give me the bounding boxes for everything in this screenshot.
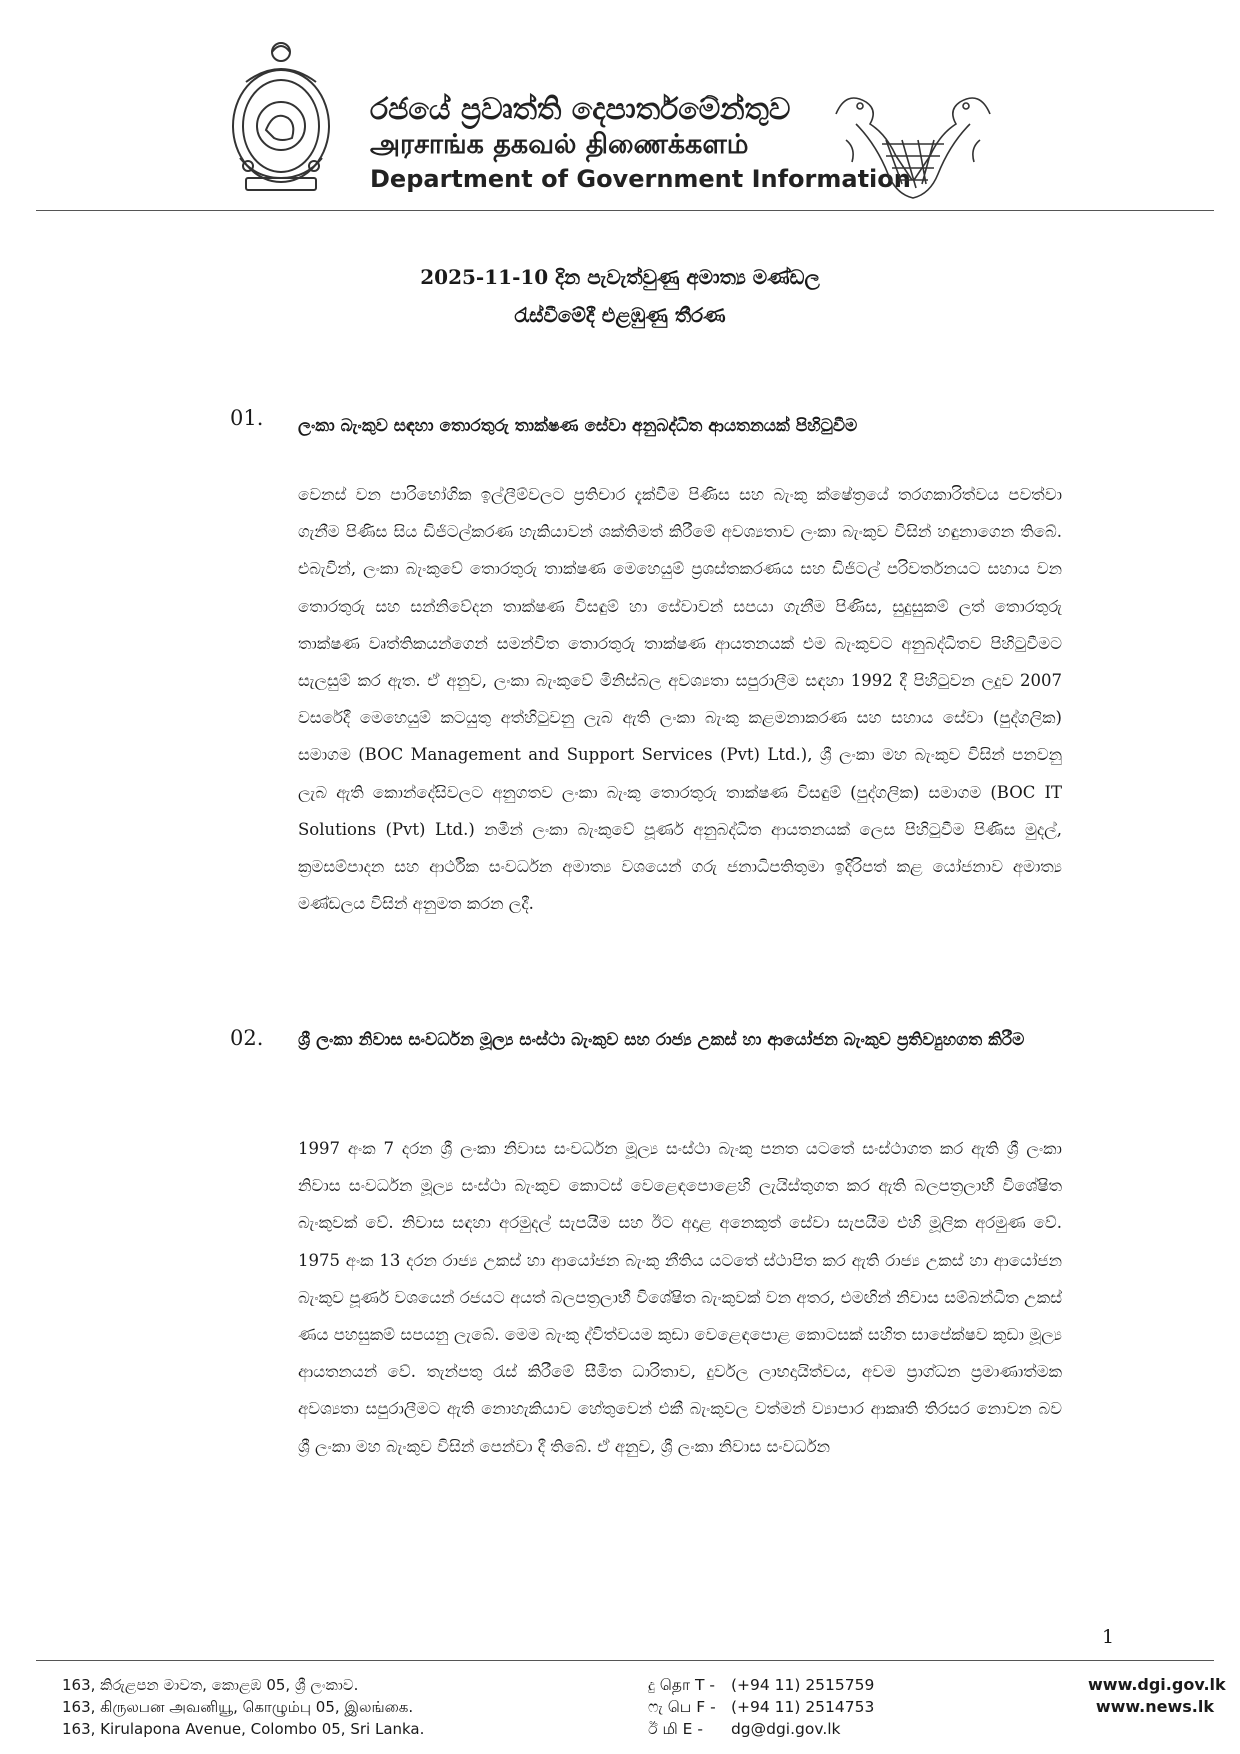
sri-lanka-emblem-icon bbox=[226, 38, 336, 196]
item-body: 1997 අංක 7 දරන ශ්‍රී ලංකා නිවාස සංවර්ධන මූල්‍ය සංස්ථා බැංකු පනත යටතේ සංස්ථාගත කර ඇති ශ්‍රී ලංකා නිවාස සංවර්ධන මූල්‍ය සංස්ථා බැංකුව කොටස් වෙළෙඳපොළෙහි ලැයිස්තුගත කර ඇති බලපත්‍රලාභී විශේෂිත බැංකුවක් වේ. නිවාස සඳහා අරමුදල් සැපයීම සහ ඊට අදාළ අනෙකුත් සේවා සැපයීම එහි මූලික අරමුණ වේ. 1975 අංක 13 දරන රාජ්‍ය උකස් හා ආයෝජන බැංකු නීතිය යටතේ ස්ථාපිත කර ඇති රාජ්‍ය උකස් හා ආයෝජන බැංකුව පූර්ණ වශයෙන් රජයට අයත් බලපත්‍රලාභී විශේෂිත බැංකුවක් වන අතර, එමඟින් නිවාස සම්බන්ධිත උකස් ණය පහසුකම් සපයනු ලැබේ. මෙම බැංකු ද්විත්වයම කුඩා වෙළෙඳපොළ කොටසක් සහිත සාපේක්ෂව කුඩා මූල්‍ය ආයතනයන් වේ. තැන්පතු රැස් කිරීමේ සීමිත ධාරිතාව, දුර්වල ලාභදායිත්වය, අවම ප්‍රාග්ධන ප්‍රමාණාත්මක අවශ්‍යතා සපුරාලීමට ඇති නොහැකියාව හේතුවෙන් එකී බැංකුවල වත්මන් ව්‍යාපාර ආකෘති තිරසර නොවන බව ශ්‍රී ලංකා මහ බැංකුව විසින් පෙන්වා දී තිබේ. ඒ අනුව, ශ්‍රී ලංකා නිවාස සංවර්ධන bbox=[298, 1139, 1062, 1456]
footer-address bbox=[62, 1674, 424, 1740]
website-link[interactable]: www.dgi.gov.lk bbox=[1088, 1675, 1226, 1694]
footer-divider bbox=[36, 1660, 1214, 1661]
footer-contacts bbox=[648, 1674, 874, 1740]
letterhead bbox=[0, 0, 1240, 215]
contact-label: දු தொ T - bbox=[648, 1676, 715, 1694]
item-body: වෙනස් වන පාරිභෝගික ඉල්ලීම්වලට ප්‍රතිචාර දැක්වීම පිණිස සහ බැංකු ක්ෂේත්‍රයේ තරගකාරිත්වය පවත්වා ගැනීම පිණිස සිය ඩිජිටල්කරණ හැකියාවන් ශක්තිමත් කිරීමේ අවශ්‍යතාව ලංකා බැංකුව විසින් හඳුනාගෙන තිබේ. එබැවින්, ලංකා බැංකුවේ තොරතුරු තාක්ෂණ මෙහෙයුම් ප්‍රශස්තකරණය සහ ඩිජිටල් පරිවර්තනයට සහාය වන තොරතුරු සහ සන්නිවේදන තාක්ෂණ විසඳුම් හා සේවාවන් සපයා ගැනීම පිණිස, සුදුසුකම් ලත් තොරතුරු තාක්ෂණ වෘත්තිකයන්ගෙන් සමන්විත තොරතුරු තාක්ෂණ ආයතනයක් එම බැංකුවට අනුබද්ධිතව පිහිටුවීමට සැලසුම් කර ඇත. ඒ අනුව, ලංකා බැංකුවේ මිනිස්බල අවශ්‍යතා සපුරාලීම සඳහා 1992 දී පිහිටුවන ලදුව 2007 වසරේදී මෙහෙයුම් කටයුතු අත්හිටුවනු ලැබ ඇති ලංකා බැංකු කළමනාකරණ සහ සහාය සේවා (පුද්ගලික) සමාගම (BOC Management and Support Services (Pvt) Ltd.), ශ්‍රී ලංකා මහ බැංකුව විසින් පනවනු ලැබ ඇති කොන්දේසිවලට අනුගතව ලංකා බැංකු තොරතුරු තාක්ෂණ විසඳුම් (පුද්ගලික) සමාගම (BOC IT Solutions (Pvt) Ltd.) නමින් ලංකා බැංකුවේ පූර්ණ අනුබද්ධිත ආයතනයක් ලෙස පිහිටුවීම පිණිස මුදල්, ක්‍රමසම්පාදන සහ ආර්ථික සංවර්ධන අමාත්‍ය වශයෙන් ගරු ජනාධිපතිතුමා ඉදිරිපත් කළ යෝජනාව අමාත්‍ය මණ්ඩලය විසින් අනුමත කරන ලදී. bbox=[298, 485, 1062, 914]
contact-email bbox=[648, 1718, 874, 1740]
department-name-english: Department of Government Information bbox=[370, 165, 911, 194]
contact-label: ෆැ பெ F - bbox=[648, 1698, 716, 1716]
contact-label: ඊ மி E - bbox=[648, 1720, 703, 1738]
footer bbox=[0, 1660, 1240, 1754]
address-sinhala: 163, කිරුළපන මාවත, කොළඹ 05, ශ්‍රී ලංකාව. bbox=[62, 1676, 359, 1694]
item-number: 01. bbox=[230, 406, 264, 430]
department-name-sinhala: රජයේ ප්‍රවෘත්ති දෙපාර්තමේන්තුව bbox=[370, 92, 791, 127]
title-line-2: රැස්වීමේදී එළඹුණු තීරණ bbox=[514, 303, 726, 327]
contact-fax bbox=[648, 1696, 874, 1718]
footer-websites bbox=[1088, 1674, 1226, 1718]
item-number: 02. bbox=[230, 1026, 264, 1050]
contact-value[interactable]: dg@dgi.gov.lk bbox=[730, 1720, 841, 1738]
contact-telephone bbox=[648, 1674, 874, 1696]
document-title bbox=[0, 258, 1240, 334]
address-tamil: 163, கிருலபன அவனியூ, கொழும்பு 05, இலங்கை. bbox=[62, 1698, 414, 1716]
page-number: 1 bbox=[1102, 1626, 1115, 1648]
department-name-tamil: அரசாங்க தகவல் திணைக்களம் bbox=[370, 129, 749, 161]
lion-crest-icon bbox=[826, 84, 1000, 204]
website-link[interactable]: www.news.lk bbox=[1095, 1697, 1214, 1716]
item-heading: ශ්‍රී ලංකා නිවාස සංවර්ධන මූල්‍ය සංස්ථා බැංකුව සහ රාජ්‍ය උකස් හා ආයෝජන බැංකුව ප්‍රතිව්‍යුහගත කිරීම bbox=[298, 1030, 1025, 1050]
title-line-1: 2025-11-10 දින පැවැත්වුණු අමාත්‍ය මණ්ඩල bbox=[420, 265, 820, 289]
contact-value: (+94 11) 2515759 bbox=[730, 1676, 875, 1694]
item-heading: ලංකා බැංකුව සඳහා තොරතුරු තාක්ෂණ සේවා අනුබද්ධිත ආයතනයක් පිහිටුවීම bbox=[298, 416, 858, 436]
address-english: 163, Kirulapona Avenue, Colombo 05, Sri Lanka. bbox=[62, 1720, 425, 1738]
header-divider bbox=[36, 210, 1214, 211]
contact-value: (+94 11) 2514753 bbox=[730, 1698, 875, 1716]
